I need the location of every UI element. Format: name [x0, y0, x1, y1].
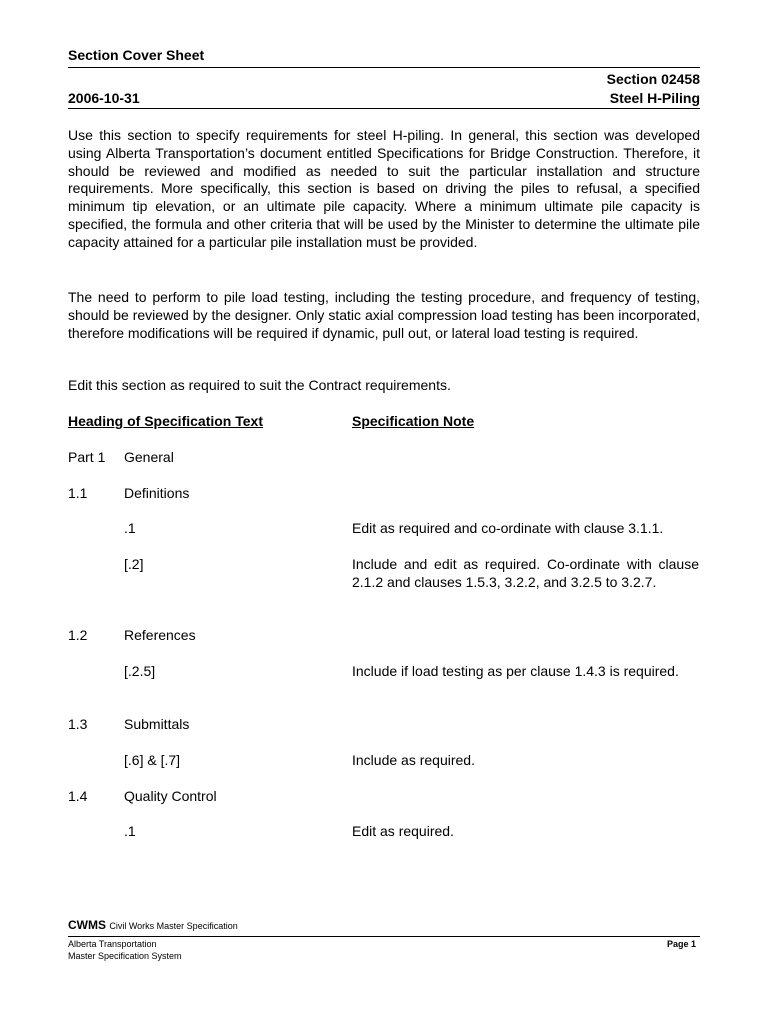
footer-organization: Alberta Transportation — [68, 939, 157, 949]
specification-note: Edit as required. — [352, 823, 454, 839]
clause-number: 1.1 — [68, 485, 88, 501]
specification-note: Edit as required and co-ordinate with clause 3.1.1. — [352, 520, 664, 536]
sub-clause-label: .1 — [124, 520, 136, 536]
column-heading-spec-text: Heading of Specification Text — [68, 413, 263, 429]
footer-brand — [68, 918, 238, 932]
sub-clause-label: [.2.5] — [124, 663, 156, 679]
section-name: Steel H-Piling — [609, 90, 700, 106]
part-title: General — [124, 449, 174, 465]
clause-title: Quality Control — [124, 788, 217, 804]
cover-title: Section Cover Sheet — [68, 47, 205, 63]
clause-title: References — [124, 627, 196, 643]
clause-number: 1.2 — [68, 627, 88, 643]
page-number: Page 1 — [666, 939, 696, 949]
intro-paragraph: Use this section to specify requirements for steel H-piling. In general, this section was developed using Alberta Transportation’s document entitled Specifications for Bridge Construction. Therefore, it should be reviewed and modified as needed to suit the particular installation and structure requirements. More specifically, this section is based on driving the piles to refusal, a specified minimum tip elevation, or an ultimate pile capacity. Where a minimum ultimate pile capacity is specified, the formula and other criteria that will be used by the Minister to determine the ultimate pile capacity attained for a particular pile installation must be provided. — [68, 127, 700, 250]
header-rule-bottom — [68, 108, 700, 109]
sub-clause-label: [.2] — [124, 556, 144, 572]
footer-rule — [68, 936, 700, 937]
part-number: Part 1 — [68, 449, 106, 465]
footer-brand-name: CWMS — [68, 918, 106, 932]
sub-clause-label: [.6] & [.7] — [124, 752, 181, 768]
footer-brand-subtitle: Civil Works Master Specification — [109, 921, 238, 931]
specification-note: Include if load testing as per clause 1.4.3 is required. — [352, 663, 679, 679]
specification-note: Include as required. — [352, 752, 475, 768]
footer-system: Master Specification System — [68, 951, 182, 961]
clause-title: Submittals — [124, 716, 190, 732]
column-heading-spec-note: Specification Note — [352, 413, 475, 429]
header-rule-top — [68, 67, 700, 68]
document-date: 2006-10-31 — [68, 90, 140, 106]
sub-clause-label: .1 — [124, 823, 136, 839]
clause-title: Definitions — [124, 485, 190, 501]
clause-number: 1.4 — [68, 788, 88, 804]
edit-instruction-paragraph: Edit this section as required to suit the Contract requirements. — [68, 377, 451, 393]
load-testing-paragraph: The need to perform to pile load testing, including the testing procedure, and frequency of testing, should be reviewed by the designer. Only static axial compression load testing has been incorporated, therefore modifications will be required if dynamic, pull out, or lateral load testing is required. — [68, 289, 700, 341]
specification-note: Include and edit as required. Co-ordinate with clause 2.1.2 and clauses 1.5.3, 3.2.2, and 3.2.5 to 3.2.7. — [352, 556, 699, 590]
clause-number: 1.3 — [68, 716, 88, 732]
section-number: Section 02458 — [606, 71, 700, 87]
